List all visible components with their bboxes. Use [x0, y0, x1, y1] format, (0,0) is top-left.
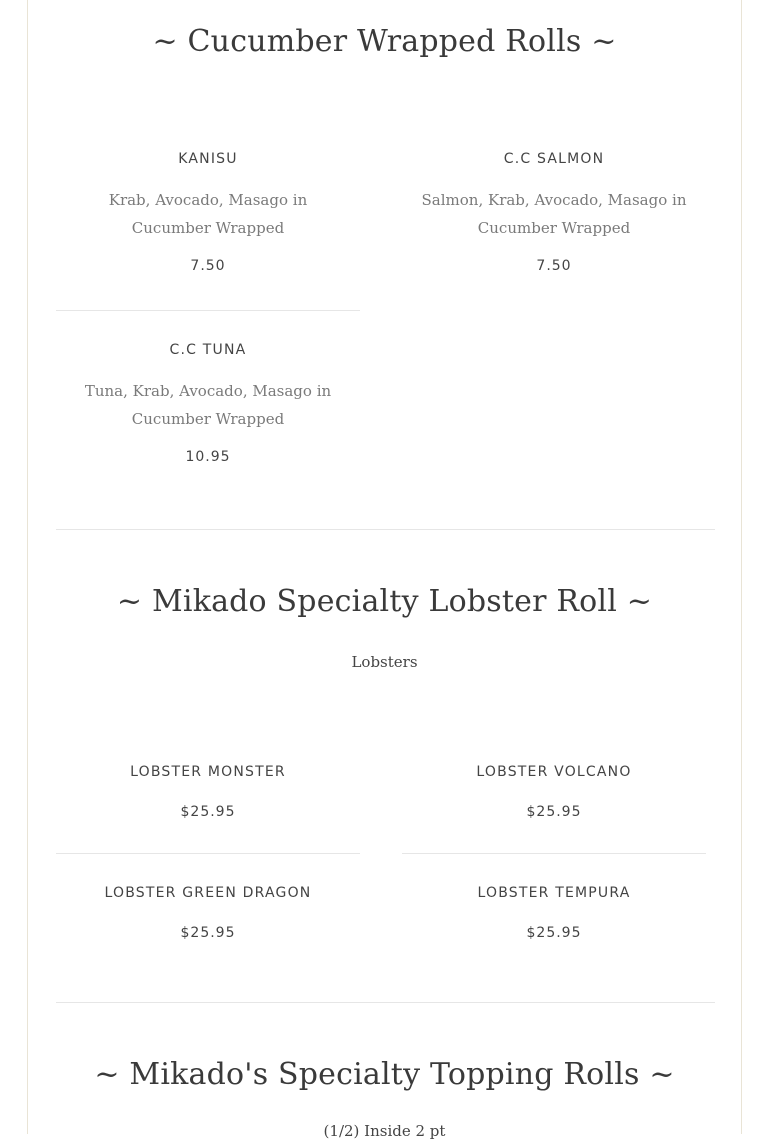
section-divider: [56, 529, 715, 530]
section-title-topping-rolls: ~ Mikado's Specialty Topping Rolls ~: [94, 1057, 675, 1092]
menu-item-lobster-tempura[interactable]: [402, 884, 706, 942]
item-description: Salmon, Krab, Avocado, Masago in Cucumber Wrapped: [421, 191, 687, 237]
item-name: LOBSTER TEMPURA: [477, 885, 631, 901]
item-name: C.C TUNA: [169, 342, 247, 358]
item-description: Krab, Avocado, Masago in Cucumber Wrapped: [108, 191, 308, 237]
item-name: KANISU: [178, 151, 238, 167]
menu-item-lobster-monster[interactable]: [56, 763, 360, 821]
menu-item-lobster-volcano[interactable]: [402, 763, 706, 821]
menu-item-lobster-green-dragon[interactable]: [56, 884, 360, 942]
section-subtitle: (1/2) Inside 2 pt: [323, 1122, 446, 1140]
item-price: $25.95: [180, 804, 236, 820]
item-price: $25.95: [526, 925, 582, 941]
item-divider: [56, 853, 360, 854]
item-name: LOBSTER VOLCANO: [476, 764, 632, 780]
item-name: LOBSTER GREEN DRAGON: [104, 885, 312, 901]
item-price: 10.95: [185, 449, 231, 465]
section-title-cucumber-wrapped-rolls: ~ Cucumber Wrapped Rolls ~: [152, 24, 617, 59]
item-description: Tuna, Krab, Avocado, Masago in Cucumber Wrapped: [84, 382, 332, 428]
item-divider: [402, 853, 706, 854]
item-price: 7.50: [536, 258, 572, 274]
menu-page: [27, 0, 742, 1140]
section-subtitle: Lobsters: [351, 653, 418, 671]
menu-item-cc-salmon[interactable]: [402, 150, 706, 275]
item-price: 7.50: [190, 258, 226, 274]
item-name: LOBSTER MONSTER: [130, 764, 286, 780]
item-divider: [56, 310, 360, 311]
menu-item-kanisu[interactable]: [56, 150, 360, 275]
item-price: $25.95: [180, 925, 236, 941]
item-name: C.C SALMON: [503, 151, 605, 167]
section-divider: [56, 1002, 715, 1003]
item-price: $25.95: [526, 804, 582, 820]
section-title-lobster-roll: ~ Mikado Specialty Lobster Roll ~: [116, 584, 653, 619]
menu-item-cc-tuna[interactable]: [56, 341, 360, 466]
